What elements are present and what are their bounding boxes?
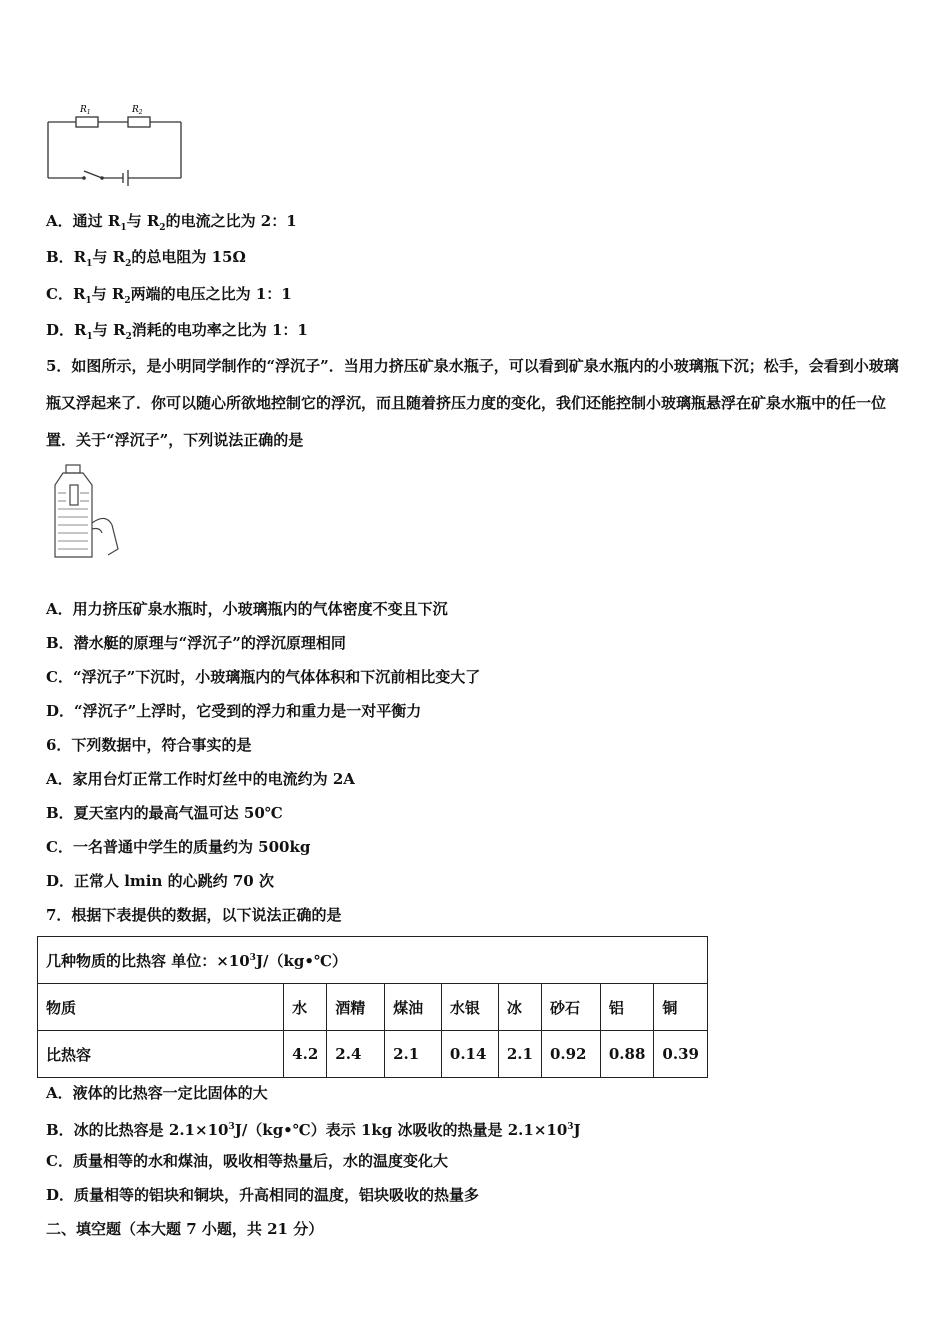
q4-option-d: D．$R_1$与 $R_2$消耗的电功率之比为 1：1 xyxy=(46,321,308,342)
table-cell: 2.1 xyxy=(498,1031,541,1078)
q7-option-d: D．质量相等的铝块和铜块，升高相同的温度，铝块吸收的热量多 xyxy=(46,1186,480,1204)
table-cell: 铜 xyxy=(654,984,708,1031)
cartesian-diver-bottle xyxy=(50,463,125,563)
q5-option-c: C．“浮沉子”下沉时，小玻璃瓶内的气体体积和下沉前相比变大了 xyxy=(46,668,481,686)
table-cell: 0.88 xyxy=(600,1031,654,1078)
q5-option-b: B．潜水艇的原理与“浮沉子”的浮沉原理相同 xyxy=(46,634,346,652)
q4-option-a: A．通过 $R_1$与 $R_2$的电流之比为 2：1 xyxy=(46,212,297,233)
q7-option-a: A．液体的比热容一定比固体的大 xyxy=(46,1084,268,1102)
table-cell: 水银 xyxy=(441,984,498,1031)
q5-stem: 5．如图所示，是小明同学制作的“浮沉子”．当用力挤压矿泉水瓶子，可以看到矿泉水瓶内的小玻璃瓶下沉；松手，会看到小玻璃瓶又浮起来了．你可以随心所欲地控制它的浮沉，而且随着挤压力度的变化，我们还能控制小玻璃瓶悬浮在矿泉水瓶中的任一位置．关于“浮沉子”，下列说法正确的是 xyxy=(46,357,899,449)
circuit-diagram xyxy=(44,100,186,190)
table-cell: 水 xyxy=(284,984,327,1031)
table-cell: 铝 xyxy=(600,984,654,1031)
table-cell: 酒精 xyxy=(327,984,385,1031)
switch xyxy=(84,171,102,178)
table-cell: 煤油 xyxy=(385,984,442,1031)
table-caption: 几种物质的比热容 单位：$\times 10^3J/(kg•℃)$ xyxy=(38,937,708,984)
svg-text:R1: $R_1$ xyxy=(80,105,91,116)
row-label-specific-heat: 比热容 xyxy=(38,1031,284,1078)
table-cell: 4.2 xyxy=(284,1031,327,1078)
q6-option-c: C．一名普通中学生的质量约为 500kg xyxy=(46,838,311,856)
q7-stem: 7．根据下表提供的数据，以下说法正确的是 xyxy=(46,906,342,924)
table-cell: 砂石 xyxy=(541,984,600,1031)
q6-option-a: A．家用台灯正常工作时灯丝中的电流约为 2A xyxy=(46,770,355,788)
row-label-substance: 物质 xyxy=(38,984,284,1031)
table-cell: 冰 xyxy=(498,984,541,1031)
table-cell: 2.1 xyxy=(385,1031,442,1078)
section-title: 二、填空题（本大题 7 小题，共 21 分） xyxy=(46,1220,324,1238)
q6-stem: 6．下列数据中，符合事实的是 xyxy=(46,736,252,754)
resistor-r1 xyxy=(76,117,98,127)
table-cell: 0.14 xyxy=(441,1031,498,1078)
table-cell: 2.4 xyxy=(327,1031,385,1078)
q6-option-b: B．夏天室内的最高气温可达 50℃ xyxy=(46,804,283,822)
table-cell: 0.92 xyxy=(541,1031,600,1078)
svg-text:R2: $R_2$ xyxy=(132,105,143,116)
q6-option-d: D．正常人 lmin 的心跳约 70 次 xyxy=(46,872,274,890)
table-cell: 0.39 xyxy=(654,1031,708,1078)
q5-option-d: D．“浮沉子”上浮时，它受到的浮力和重力是一对平衡力 xyxy=(46,702,422,720)
resistor-r2 xyxy=(128,117,150,127)
specific-heat-table xyxy=(37,936,708,1078)
q4-option-c: C．$R_1$与 $R_2$两端的电压之比为 1：1 xyxy=(46,285,292,306)
q5-option-a: A．用力挤压矿泉水瓶时，小玻璃瓶内的气体密度不变且下沉 xyxy=(46,600,448,618)
q7-option-c: C．质量相等的水和煤油，吸收相等热量后，水的温度变化大 xyxy=(46,1152,448,1170)
q4-option-b: B．$R_1$与 $R_2$的总电阻为 15Ω xyxy=(46,248,246,269)
q7-option-b: B．冰的比热容是 $2.1\times 10^3J/(kg•℃)$表示 1kg 冰吸收的热量是 $2.1\times 10^3J$ xyxy=(46,1121,581,1139)
